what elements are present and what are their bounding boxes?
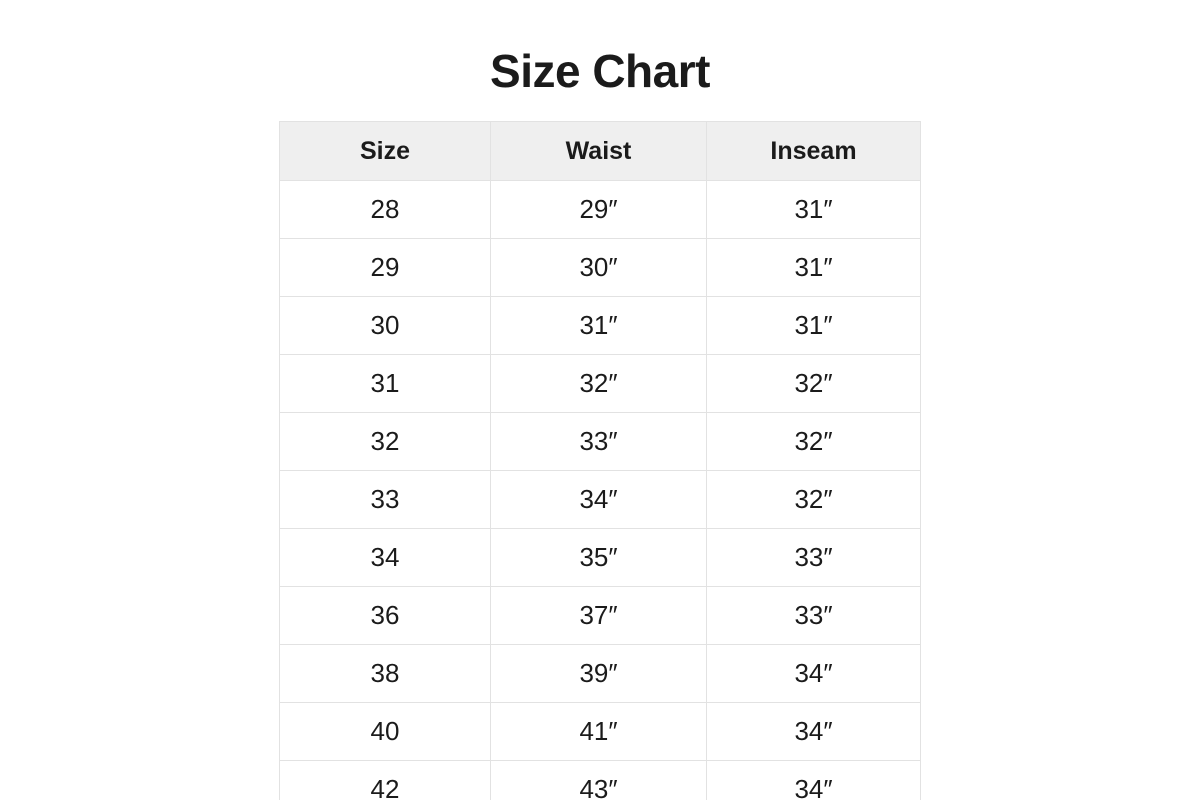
cell-waist: 30″: [491, 239, 707, 297]
column-header-size: Size: [280, 122, 491, 181]
cell-size: 28: [280, 181, 491, 239]
cell-waist: 35″: [491, 529, 707, 587]
size-chart-table: [279, 121, 921, 800]
table-row: [280, 297, 921, 355]
cell-size: 31: [280, 355, 491, 413]
column-header-inseam: Inseam: [707, 122, 921, 181]
cell-waist: 33″: [491, 413, 707, 471]
cell-waist: 37″: [491, 587, 707, 645]
cell-inseam: 32″: [707, 471, 921, 529]
page-title: Size Chart: [490, 45, 710, 97]
table-row: [280, 413, 921, 471]
cell-size: 32: [280, 413, 491, 471]
table-row: [280, 239, 921, 297]
cell-waist: 29″: [491, 181, 707, 239]
cell-waist: 39″: [491, 645, 707, 703]
cell-size: 40: [280, 703, 491, 761]
table-row: [280, 355, 921, 413]
table-row: [280, 703, 921, 761]
cell-size: 29: [280, 239, 491, 297]
cell-size: 30: [280, 297, 491, 355]
cell-inseam: 34″: [707, 645, 921, 703]
table-body: [280, 181, 921, 800]
cell-waist: 43″: [491, 761, 707, 800]
table-row: [280, 529, 921, 587]
table-row: [280, 587, 921, 645]
cell-size: 42: [280, 761, 491, 800]
cell-inseam: 33″: [707, 529, 921, 587]
table-row: [280, 761, 921, 800]
cell-inseam: 31″: [707, 239, 921, 297]
column-header-waist: Waist: [491, 122, 707, 181]
cell-inseam: 32″: [707, 355, 921, 413]
table-row: [280, 645, 921, 703]
cell-size: 36: [280, 587, 491, 645]
table-header-row: [280, 122, 921, 181]
cell-inseam: 33″: [707, 587, 921, 645]
cell-size: 38: [280, 645, 491, 703]
size-chart-table-container: [279, 121, 920, 800]
cell-inseam: 34″: [707, 761, 921, 800]
cell-waist: 31″: [491, 297, 707, 355]
cell-inseam: 34″: [707, 703, 921, 761]
cell-inseam: 31″: [707, 297, 921, 355]
cell-waist: 34″: [491, 471, 707, 529]
table-header: [280, 122, 921, 181]
cell-size: 34: [280, 529, 491, 587]
cell-inseam: 32″: [707, 413, 921, 471]
cell-inseam: 31″: [707, 181, 921, 239]
cell-waist: 32″: [491, 355, 707, 413]
cell-size: 33: [280, 471, 491, 529]
table-row: [280, 471, 921, 529]
cell-waist: 41″: [491, 703, 707, 761]
table-row: [280, 181, 921, 239]
